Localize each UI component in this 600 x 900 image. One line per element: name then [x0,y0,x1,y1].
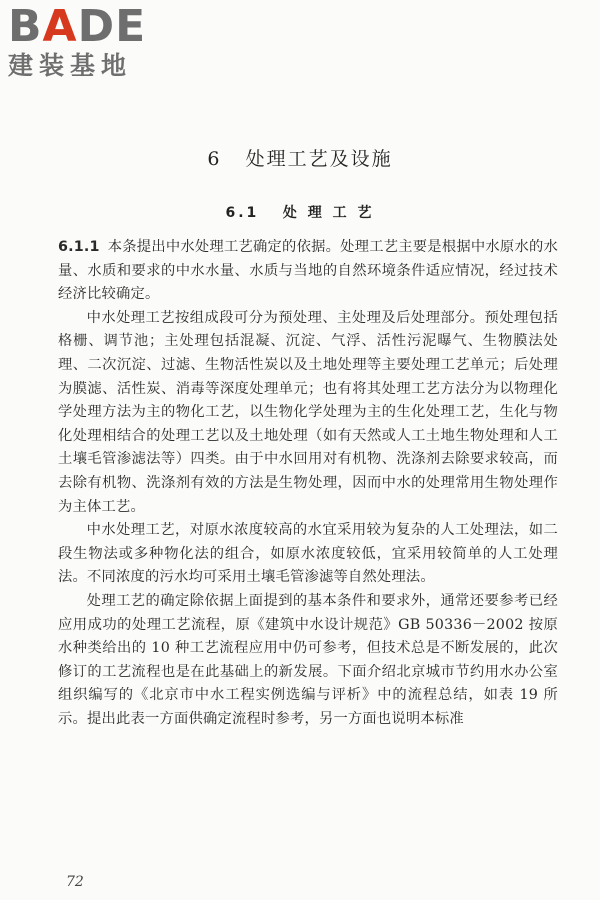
paragraph-1: 中水处理工艺按组成段可分为预处理、主处理及后处理部分。预处理包括格栅、调节池；主处理包括混凝、沉淀、气浮、活性污泥曝气、生物膜法处理、二次沉淀、过滤、生物活性炭以及土地处理等主要处理工艺单元；后处理为膜滤、活性炭、消毒等深度处理单元；也有将其处理工艺方法分为以物理化学处理方法为主的物化工艺，以生物化学处理为主的生化处理工艺，生化与物化处理相结合的处理工艺以及土地处理（如有天然或人工土地生物处理和人工土壤毛管渗滤法等）四类。由于中水回用对有机物、洗涤剂去除要求较高，而去除有机物、洗涤剂有效的方法是生物处理，因而中水的处理常用生物处理作为主体工艺。 [58,309,558,515]
page-number: 72 [66,874,84,890]
brand-logo [8,1,178,80]
paragraph-3: 处理工艺的确定除依据上面提到的基本条件和要求外，通常还要参考已经应用成功的处理工艺流程，原《建筑中水设计规范》GB 50336－2002 按原水种类给出的 10 种工艺流程应用中仍可参考，但技术总是不断发展的，此次修订的工艺流程也是在此基础上的新发展。下面介绍北京城市节约用水办公室组织编写的《北京市中水工程实例选编与评析》中的流程总结，如表 19 所示。提出此表一方面供确定流程时参考，另一方面也说明本标准 [58,592,558,727]
section-heading [0,202,600,222]
section-number: 6.1 [225,205,260,221]
clause-paragraph [58,236,558,307]
chapter-title: 处理工艺及设施 [245,148,393,170]
logo-subtitle: 建装基地 [8,51,133,80]
body-text [58,236,558,731]
clause-text: 本条提出中水处理工艺确定的依据。处理工艺主要是根据中水原水的水量、水质和要求的中水水量、水质与当地的自然环境条件适应情况，经过技术经济比较确定。 [58,239,558,303]
logo-wordmark [8,1,178,52]
logo-letters-de: DE [77,1,147,52]
logo-letter-a: A [42,1,78,52]
logo-letter-b: B [8,1,43,52]
chapter-number: 6 [207,148,222,170]
section-title: 处 理 工 艺 [282,205,375,221]
chapter-heading [0,144,600,171]
clause-number: 6.1.1 [58,239,100,255]
paragraph-2: 中水处理工艺，对原水浓度较高的水宜采用较为复杂的人工处理法，如二段生物法或多种物化法的组合，如原水浓度较低，宜采用较简单的人工处理法。不同浓度的污水均可采用土壤毛管渗滤等自然处理法。 [58,522,558,586]
